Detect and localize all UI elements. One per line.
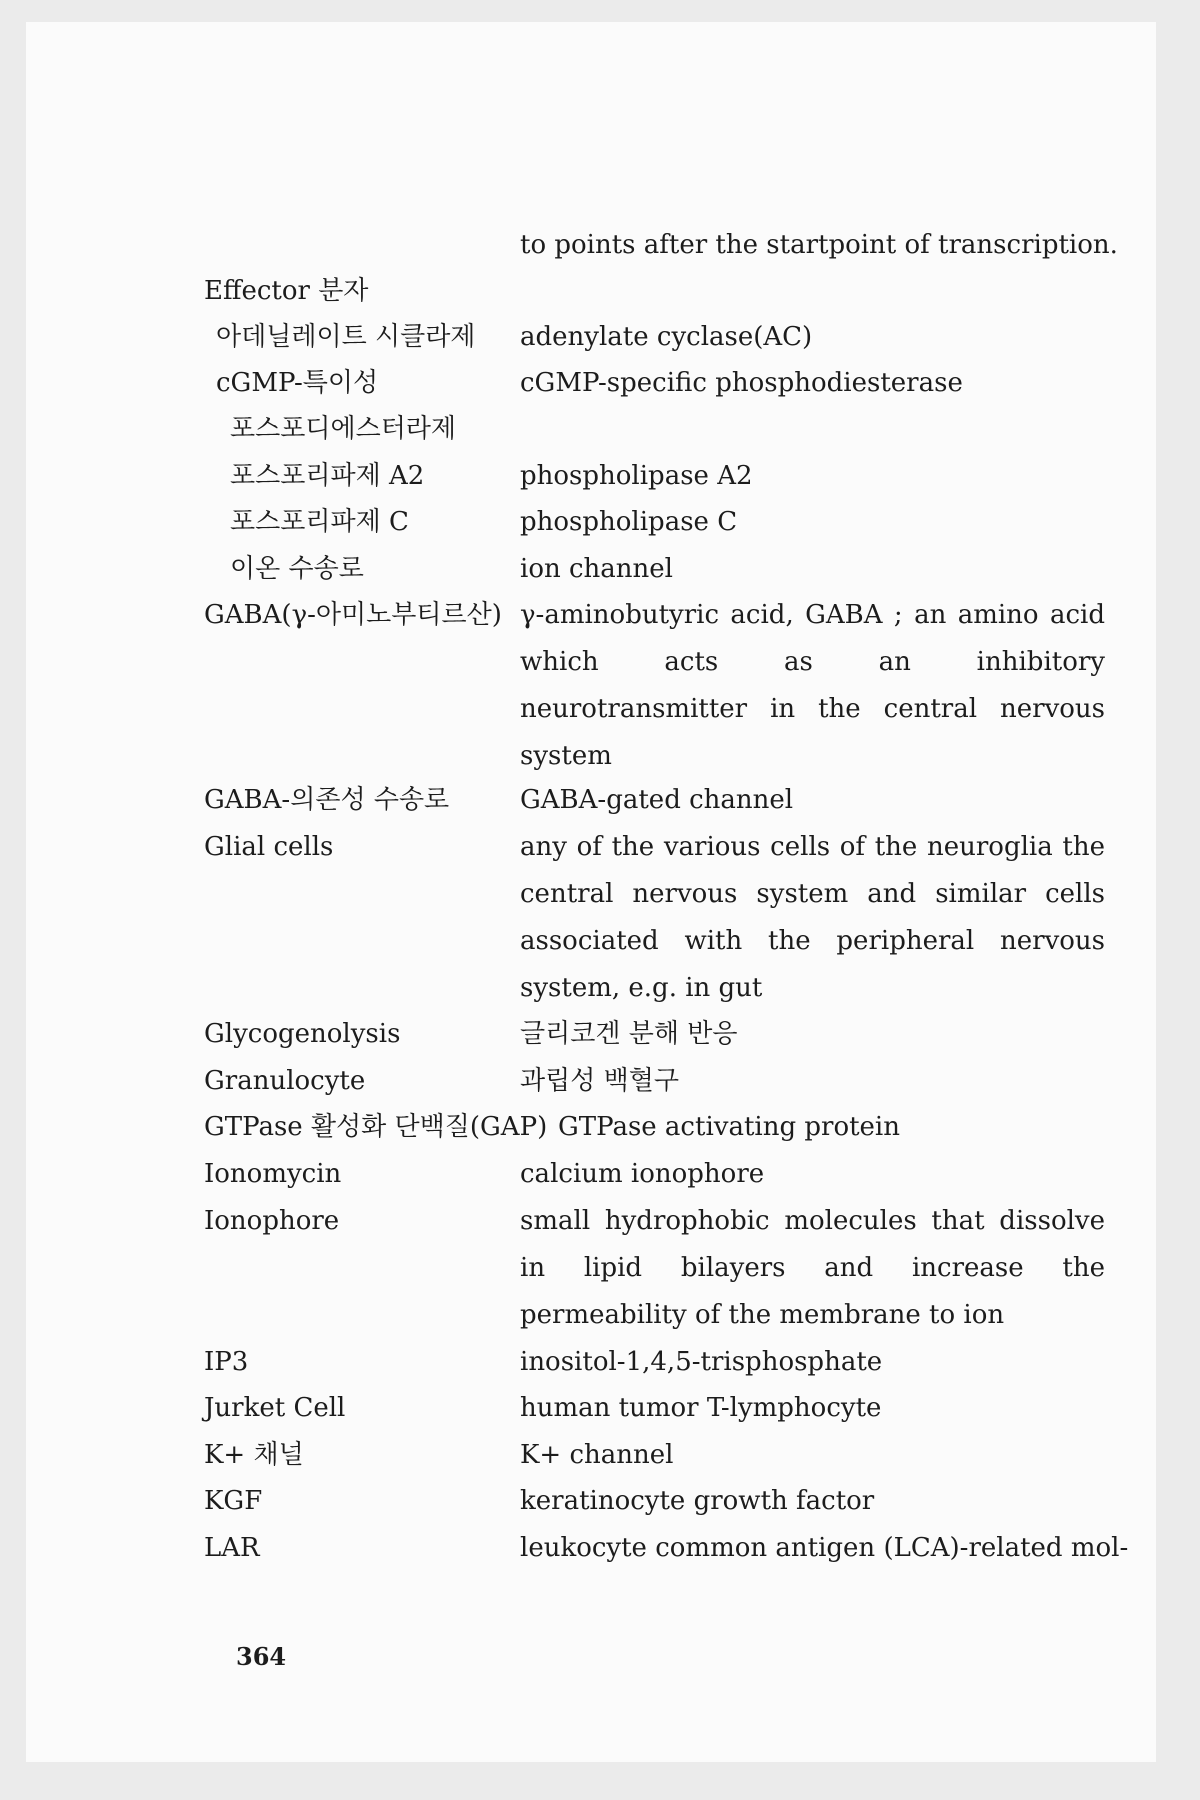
term-granulocyte: Granulocyte [204, 1066, 366, 1096]
term-gaba: GABA(γ-아미노부티르산) [204, 600, 502, 630]
definition-jurket-cell: human tumor T-lymphocyte [520, 1393, 882, 1423]
term-glial-cells: Glial cells [204, 832, 334, 862]
definition-granulocyte: 과립성 백혈구 [520, 1066, 679, 1096]
term-adenylate-cyclase-ko: 아데닐레이트 시클라제 [216, 322, 476, 352]
term-phosphodiesterase-ko: 포스포디에스터라제 [230, 414, 457, 444]
continued-definition: to points after the startpoint of transcription. [520, 230, 1118, 260]
definition-cgmp-specific: cGMP-specific phosphodiesterase [520, 368, 963, 398]
definition-k-channel: K+ channel [520, 1440, 674, 1470]
term-kgf: KGF [204, 1486, 263, 1516]
definition-gaba-gated-channel: GABA-gated channel [520, 785, 794, 815]
term-ionomycin: Ionomycin [204, 1159, 342, 1189]
definition-gap: GTPase activating protein [558, 1112, 900, 1142]
document-page [26, 22, 1156, 1762]
definition-phospholipase-a2: phospholipase A2 [520, 461, 753, 491]
definition-ion-channel: ion channel [520, 554, 673, 584]
term-lar: LAR [204, 1533, 260, 1563]
definition-ionomycin: calcium ionophore [520, 1159, 765, 1189]
definition-ip3: inositol-1,4,5-trisphosphate [520, 1347, 883, 1377]
term-cgmp-specific: cGMP-특이성 [216, 368, 379, 398]
definition-ionophore: small hydrophobic molecules that dissolve in lipid bilayers and increase the permeability of the membrane to ion [520, 1206, 1105, 1330]
term-gap: GTPase 활성화 단백질(GAP) [204, 1112, 548, 1142]
term-phospholipase-a2-ko: 포스포리파제 A2 [230, 461, 425, 491]
term-jurket-cell: Jurket Cell [204, 1393, 346, 1423]
definition-phospholipase-c: phospholipase C [520, 507, 738, 537]
term-effector: Effector 분자 [204, 276, 369, 306]
term-gaba-gated-channel-ko: GABA-의존성 수송로 [204, 785, 450, 815]
term-phospholipase-c-ko: 포스포리파제 C [230, 507, 409, 537]
term-k-channel-ko: K+ 채널 [204, 1440, 304, 1470]
term-glycogenolysis: Glycogenolysis [204, 1019, 401, 1049]
definition-glycogenolysis: 글리코겐 분해 반응 [520, 1019, 738, 1049]
definition-gaba: γ-aminobutyric acid, GABA ; an amino acid which acts as an inhibitory neurotransmitter in the central nervous system [520, 600, 1105, 771]
definition-kgf: keratinocyte growth factor [520, 1486, 875, 1516]
term-ionophore: Ionophore [204, 1206, 340, 1236]
definition-lar: leukocyte common antigen (LCA)-related mol- [520, 1533, 1129, 1563]
definition-adenylate-cyclase: adenylate cyclase(AC) [520, 322, 813, 352]
term-ion-channel-ko: 이온 수송로 [230, 554, 364, 584]
page-number: 364 [236, 1642, 287, 1671]
term-ip3: IP3 [204, 1347, 249, 1377]
definition-glial-cells: any of the various cells of the neuroglia the central nervous system and similar cells associated with the peripheral nervous system, e.g. in gut [520, 832, 1105, 1003]
